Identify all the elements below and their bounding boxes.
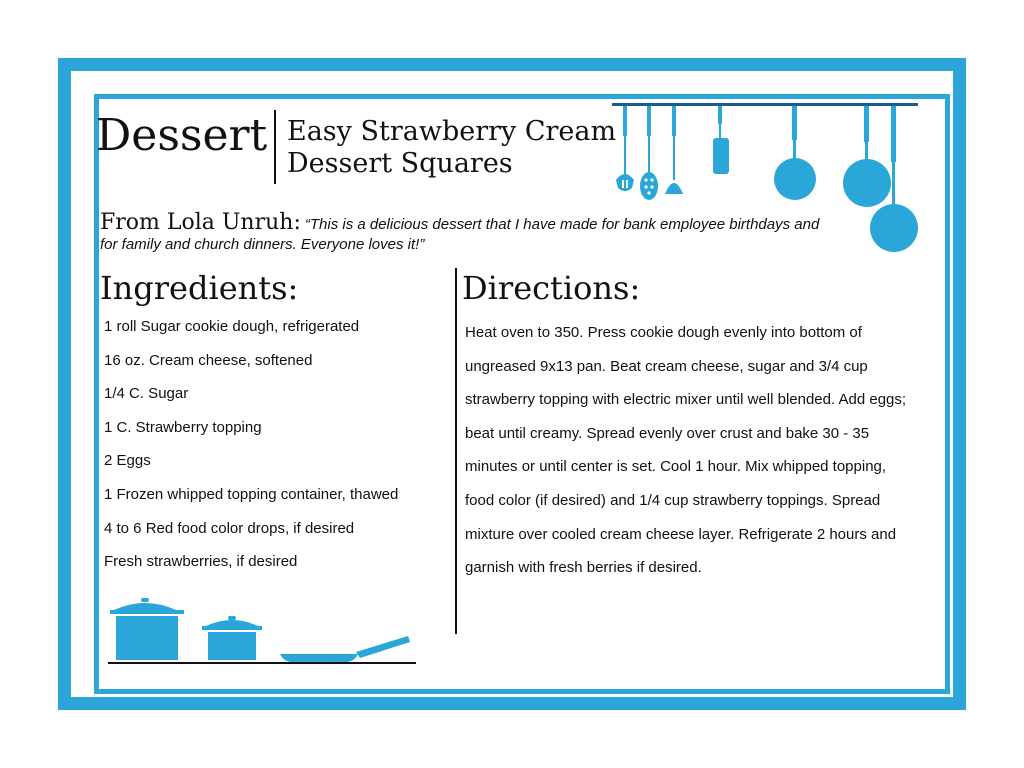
ingredient-item: 1 C. Strawberry topping	[104, 418, 262, 436]
title-divider	[274, 110, 276, 184]
directions-text: Heat oven to 350. Press cookie dough evenly into bottom of ungreased 9x13 pan. Beat cream cheese, sugar and 3/4 cup strawberry topping with electric mixer until well blended. Add eggs; beat until creamy. Spread evenly over crust and bake 30 - 35 minutes or until center is set. Cool 1 hour. Mix whipped topping, food color (if desired) and 1/4 cup strawberry toppings. Spread mixture over cooled cream cheese layer. Refrigerate 2 hours and garnish with fresh berries if desired.	[465, 324, 907, 577]
recipe-attribution	[100, 210, 840, 255]
recipe-title-line-2: Dessert Squares	[287, 148, 513, 179]
ingredient-item: 1/4 C. Sugar	[104, 385, 189, 403]
ingredient-item: 16 oz. Cream cheese, softened	[104, 351, 313, 369]
recipe-category: Dessert	[96, 110, 268, 161]
ingredients-list	[104, 316, 398, 585]
recipe-title-line-1: Easy Strawberry Cream	[287, 116, 617, 147]
attribution-author: From Lola Unruh:	[100, 210, 301, 235]
directions-heading: Directions:	[462, 269, 641, 307]
column-divider	[455, 268, 457, 634]
pots-and-pan-icon	[108, 598, 418, 668]
recipe-title	[287, 116, 616, 180]
ingredient-item: 2 Eggs	[104, 452, 151, 470]
ingredient-item: 1 roll Sugar cookie dough, refrigerated	[104, 318, 360, 335]
ingredient-item: Fresh strawberries, if desired	[104, 553, 298, 571]
ingredient-item: 4 to 6 Red food color drops, if desired	[104, 519, 355, 537]
ingredients-heading: Ingredients:	[100, 269, 299, 307]
attribution-quote: “This is a delicious dessert that I have made for bank employee birthdays and for family and church dinners. Everyone loves it!”	[100, 216, 820, 253]
ingredient-item: 1 Frozen whipped topping container, thawed	[104, 485, 399, 503]
